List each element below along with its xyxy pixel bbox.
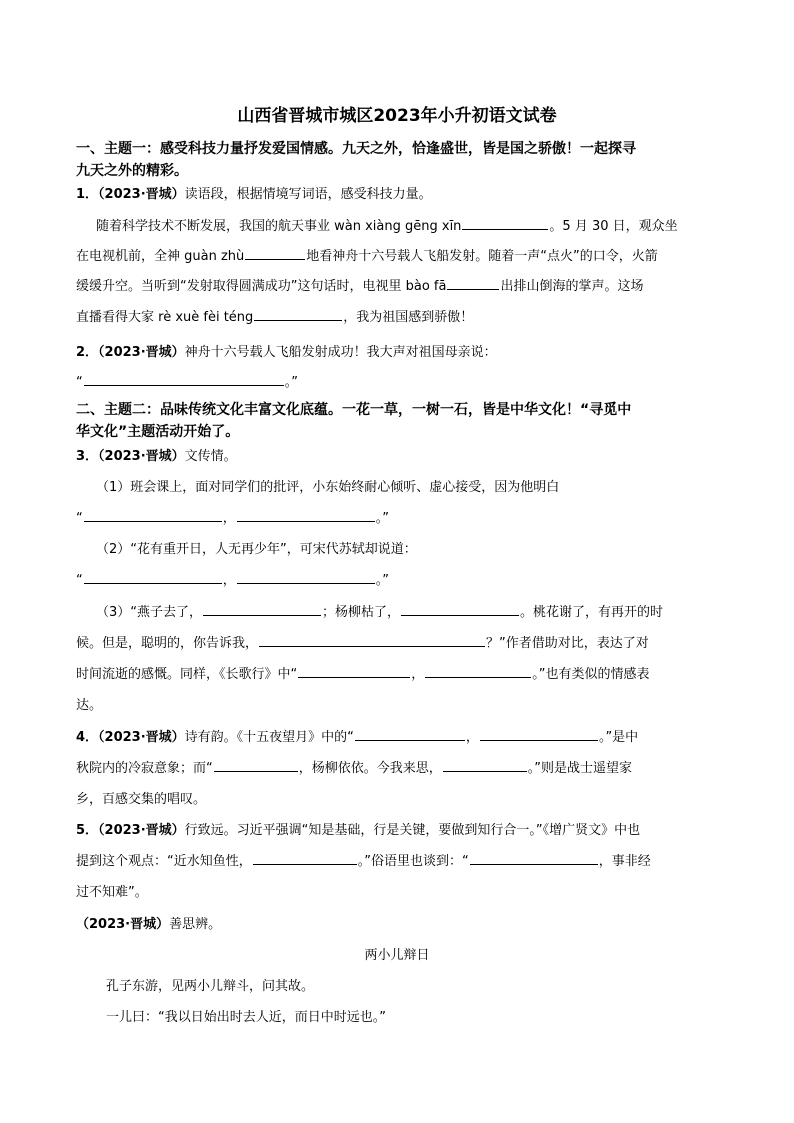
passage-text: ，我为祖国感到骄傲！ [343,310,474,325]
question-3-sub-2-answer [76,570,389,592]
question-number: 3． [76,449,99,464]
quote-close: 。” [284,375,298,390]
question-5-line2 [76,851,651,873]
passage-text: 。5 月 30 日，观众坐 [549,219,678,234]
question-1-passage-line2 [76,246,658,268]
passage-text: 。”俗语里也谈到：“ [357,854,469,869]
question-4-line2 [76,758,632,780]
passage-text: 时间流逝的感慨。同样，《长歌行》中“ [76,667,298,682]
answer-blank[interactable] [84,570,222,584]
question-3-sub-3-line1 [96,602,663,624]
question-text: 文传情。 [184,449,237,464]
answer-blank[interactable] [245,246,305,260]
passage-text: （3）“燕子去了， [96,605,203,620]
passage-text: 出排山倒海的掌声。这场 [500,279,644,294]
question-4-line3: 乡，百感交集的唱叹。 [76,792,207,807]
passage-text: 行致远。习近平强调“知是基础，行是关键，要做到知行合一。”《增广贤文》中也 [184,823,641,838]
passage-text: 提到这个观点：“近水知鱼性， [76,854,252,869]
passage-text: ？”作者借助对比，表达了对 [486,636,649,651]
question-3-sub-2: （2）“花有重开日，人无再少年”，可宋代苏轼却说道： [96,542,417,557]
question-6-stem [76,914,221,936]
quote-close: 。” [375,573,390,588]
answer-blank[interactable] [480,727,598,741]
question-2-stem [76,342,497,364]
passage-text: 随着科学技术不断发展，我国的航天事业 wàn xiàng gēng xīn [96,219,462,234]
section-1-heading-line2: 九天之外的精彩。 [76,163,188,179]
question-1-passage-line3 [76,276,643,298]
answer-blank[interactable] [447,276,499,290]
quote-open: “ [76,573,83,588]
question-5-line1 [76,820,640,842]
passage-text: 直播看得大家 rè xuè fèi téng [76,310,254,325]
question-number: 5． [76,823,99,838]
section-1-heading-line1: 一、主题一：感受科技力量抒发爱国情感。九天之外，恰逢盛世，皆是国之骄傲！一起探寻 [76,141,636,157]
question-1-stem [76,184,432,206]
question-number: 4． [76,730,99,745]
passage-text: ，事非经 [598,854,651,869]
passage-text: 候。但是，聪明的，你告诉我， [76,636,259,651]
answer-blank[interactable] [214,758,298,772]
question-number: 1． [76,187,99,202]
answer-blank[interactable] [298,664,410,678]
question-source: （2023·晋城） [98,449,185,464]
quote-close: 。” [375,511,390,526]
answer-blank[interactable] [259,633,485,647]
question-3-sub-3-line2 [76,633,649,655]
question-text: 神舟十六号载人飞船发射成功！我大声对祖国母亲说： [184,345,497,360]
question-5-line3: 过不知难”。 [76,885,148,900]
passage-text: 地看神舟十六号载人飞船发射。随着一声“点火”的口令，火箭 [306,249,658,264]
passage-text: 诗有韵。《十五夜望月》中的“ [184,730,354,745]
section-2-heading-line1: 二、主题二：品味传统文化丰富文化底蕴。一花一草，一树一石，皆是中华文化！“寻觅中 [76,402,632,418]
comma: ， [411,667,425,682]
answer-blank[interactable] [237,570,375,584]
passage-paragraph-2: 一儿曰：“我以日始出时去人近，而日中时远也。” [106,1010,386,1025]
answer-blank[interactable] [253,851,357,865]
question-source: （2023·晋城） [98,730,185,745]
passage-text: ，杨柳依依。今我来思， [298,761,442,776]
comma: ， [222,573,236,588]
quote-open: “ [76,375,83,390]
passage-title: 两小儿辩日 [364,948,430,963]
passage-paragraph-1: 孔子东游，见两小儿辩斗，问其故。 [106,979,315,994]
passage-text: 。”也有类似的情感表 [532,667,650,682]
answer-blank[interactable] [462,216,548,230]
passage-text: 缓缓升空。当听到“发射取得圆满成功”这句话时，电视里 bào fā [76,279,447,294]
question-number: 2． [76,345,99,360]
answer-blank[interactable] [470,851,598,865]
answer-blank[interactable] [401,602,519,616]
question-1-passage-line1 [96,216,678,238]
comma: ， [465,730,479,745]
question-1-passage-line4 [76,307,473,329]
question-text: 善思辨。 [169,917,222,932]
answer-blank[interactable] [84,508,222,522]
passage-text: 秋院内的冷寂意象；而“ [76,761,213,776]
passage-text: 。”则是战士遥望家 [527,761,633,776]
answer-blank[interactable] [425,664,531,678]
passage-text: 。”是中 [598,730,639,745]
passage-text: ；杨柳枯了， [322,605,401,620]
question-4-line1 [76,727,638,749]
answer-blank[interactable] [355,727,465,741]
answer-blank[interactable] [443,758,527,772]
question-2-answer-line [76,372,298,394]
answer-blank[interactable] [203,602,321,616]
question-3-sub-1: （1）班会课上，面对同学们的批评，小东始终耐心倾听、虚心接受，因为他明白 [96,480,560,495]
page-title: 山西省晋城市城区2023年小升初语文试卷 [237,106,557,126]
answer-blank[interactable] [254,307,342,321]
question-3-sub-1-answer [76,508,389,530]
answer-blank[interactable] [237,508,375,522]
question-source: （2023·晋城） [98,187,185,202]
question-3-sub-3-line3 [76,664,650,686]
question-source: （2023·晋城） [98,823,185,838]
section-2-heading-line2: 华文化”主题活动开始了。 [76,424,240,440]
question-text: 读语段，根据情境写词语，感受科技力量。 [184,187,432,202]
quote-open: “ [76,511,83,526]
comma: ， [222,511,236,526]
question-source: （2023·晋城） [76,917,170,932]
question-source: （2023·晋城） [98,345,185,360]
question-3-stem [76,446,237,468]
passage-text: 。桃花谢了，有再开的时 [520,605,664,620]
answer-blank[interactable] [84,372,284,386]
question-3-sub-3-line4: 达。 [76,698,103,713]
passage-text: 在电视机前，全神 guàn zhù [76,249,245,264]
